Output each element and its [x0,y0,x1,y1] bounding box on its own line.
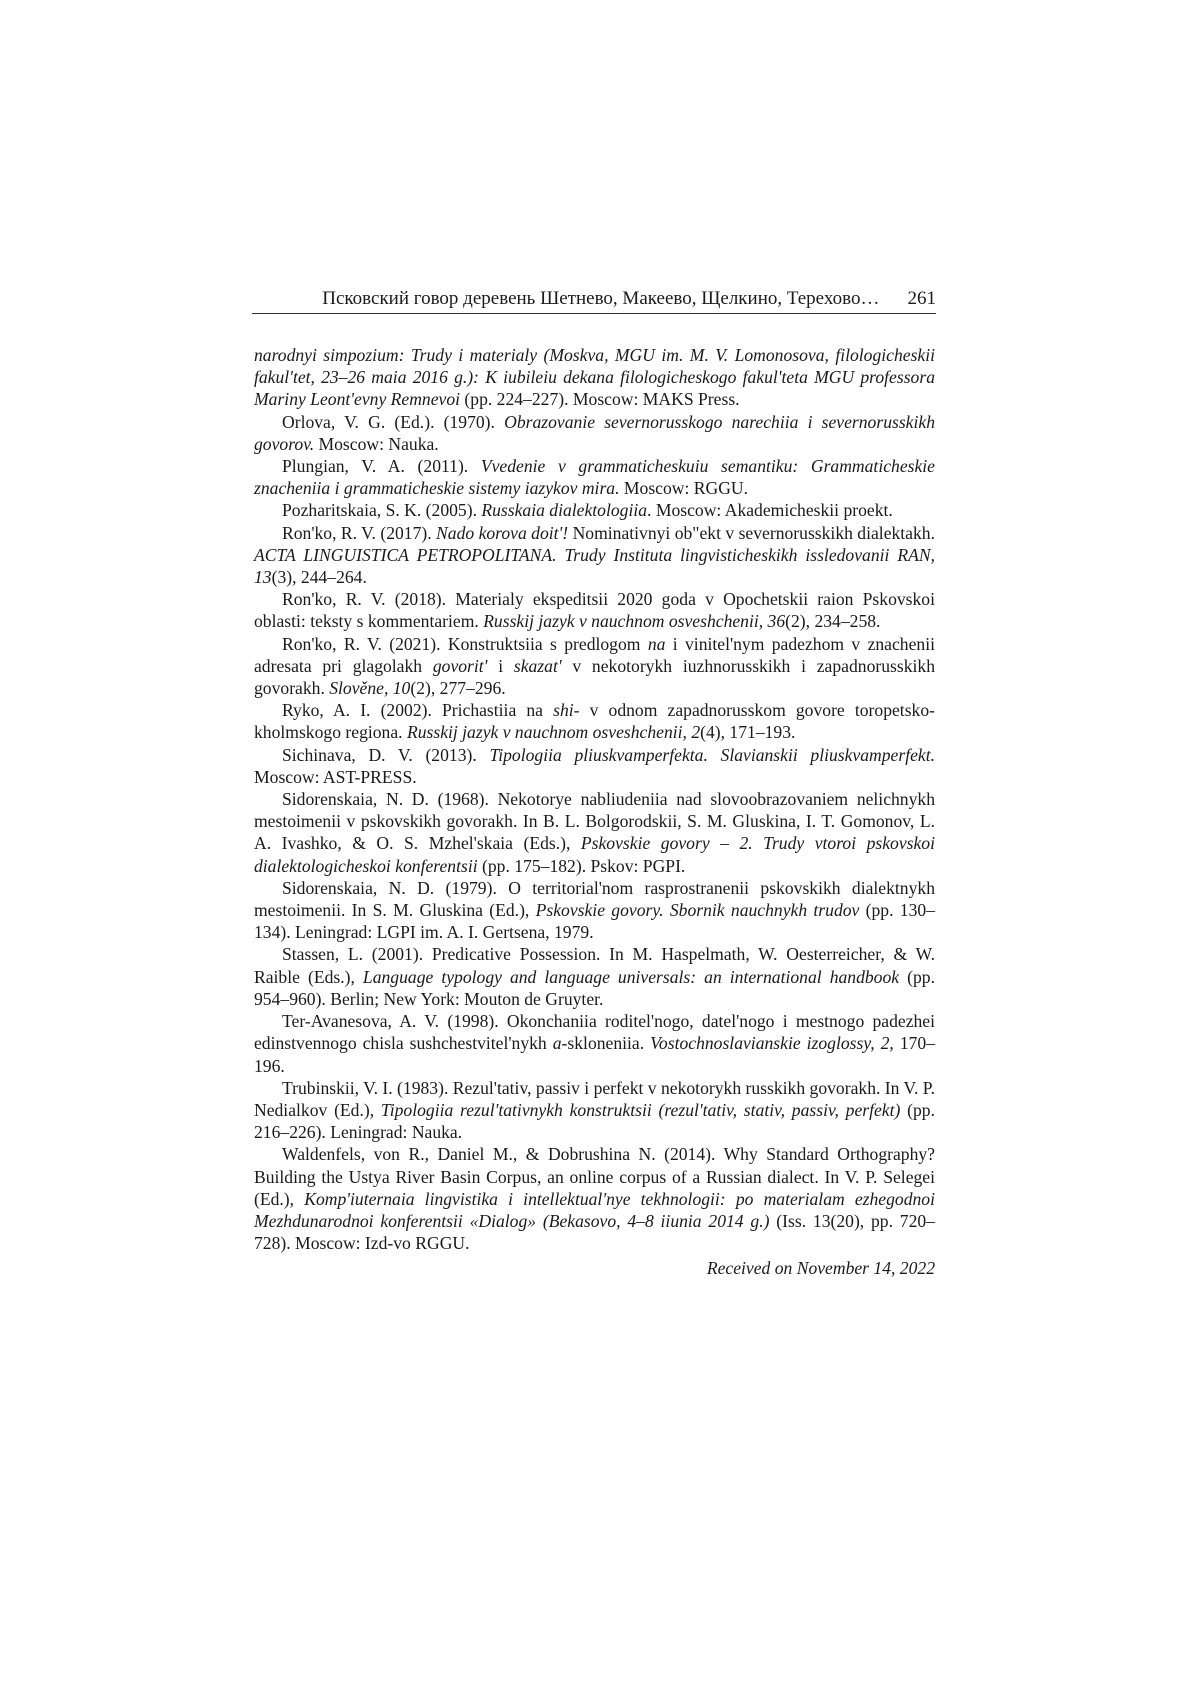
reference-entry [254,943,935,1010]
reference-text: (pp. 954–960). Berlin; New York: Mouton de Gruyter. [254,966,935,1009]
reference-title-italic: Slověne, 10 [329,678,411,699]
reference-title-italic: ACTA LINGUISTICA PETROPOLITANA. Trudy Instituta lingvisticheskikh issledovanii RAN, 13 [254,544,935,588]
reference-title-italic: narodnyi simpozium: Trudy i materialy (Moskva, MGU im. M. V. Lomonosova, filologicheskii fakul'tet, 23–26 maia 2016 g.): K iubileiu dekana filologicheskogo fakul'teta MGU professora Mariny Leont'evny Remnevoi [254,345,935,410]
reference-entry [254,877,935,944]
reference-text: (4), 171–193. [700,722,796,743]
reference-entry [254,344,935,411]
reference-entry [254,499,935,521]
reference-title-italic: Language typology and language universals: an international handbook [362,966,900,987]
reference-text: Orlova, V. G. (Ed.). (1970). [282,411,505,432]
reference-entry [254,788,935,877]
reference-text: (pp. 216–226). Leningrad: Nauka. [254,1099,935,1143]
reference-text: (2), 234–258. [785,611,881,632]
reference-text: Sichinava, D. V. (2013). [282,744,490,765]
reference-title-italic: a [552,1033,562,1054]
reference-entry [254,633,935,700]
reference-text: Moscow: AST-PRESS. [254,766,417,787]
reference-title-italic: govorit' [432,655,488,676]
reference-text: (Iss. 13(20), pp. 720–728). Moscow: Izd-vo RGGU. [254,1210,935,1254]
reference-text: (pp. 130–134). Leningrad: LGPI im. A. I. Gertsena, 1979. [254,900,935,943]
reference-entry [254,522,935,589]
reference-title-italic: Russkij jazyk v nauchnom osveshchenii, 36 [483,611,786,632]
reference-entry [254,455,935,499]
reference-title-italic: skazat' [513,655,562,676]
reference-text: Sidorenskaia, N. D. (1968). Nekotorye nabliudeniia nad slovoobrazovaniem nelichnykh mestoimenii v pskovskikh govorakh. In B. L. Bolgorodskii, S. M. Gluskina, I. T. Gomonov, L. A. Ivashko, & O. S. Mzhel'skaia (Eds.), [254,789,935,854]
reference-title-italic: Russkij jazyk v nauchnom osveshchenii, 2 [406,722,701,743]
reference-text: Ron'ko, R. V. (2021). Konstruktsiia s predlogom [282,633,648,654]
reference-text: (2), 277–296. [410,678,506,699]
header-rule [252,313,936,314]
received-date: Received on November 14, 2022 [706,1258,935,1279]
reference-text: i vinitel'nym padezhom v znachenii adresata pri glagolakh [254,633,935,676]
reference-text: Moscow: RGGU. [619,478,749,499]
reference-entry [254,588,935,632]
reference-title-italic: Tipologiia pliuskvamperfekta. Slavianskii pliuskvamperfekt. [489,744,935,765]
reference-entry [254,1010,935,1077]
reference-text: Trubinskii, V. I. (1983). Rezul'tativ, passiv i perfekt v nekotorykh russkikh govorakh. In V. P. Nedialkov (Ed.), [254,1077,935,1120]
reference-title-italic: Nado korova doit'! [436,522,569,543]
reference-text: Stassen, L. (2001). Predicative Possession. In M. Haspelmath, W. Oesterreicher, & W. Raible (Eds.), [254,944,935,987]
reference-text: (pp. 224–227). Moscow: MAKS Press. [460,389,740,410]
reference-title-italic: Russkaia dialektologiia [481,500,648,521]
reference-entry [254,744,935,788]
reference-text: (pp. 175–182). Pskov: PGPI. [477,855,686,876]
reference-text: v odnom zapadnorusskom govore toropetskokholmskogo regiona. [254,700,935,743]
reference-entry [254,1077,935,1144]
reference-text: Ron'ko, R. V. (2017). [282,522,437,543]
reference-list [254,344,935,1279]
reference-text: Waldenfels, von R., Daniel M., & Dobrushina N. (2014). Why Standard Orthography? Building the Ustya River Basin Corpus, an online corpus of a Russian dialect. In V. P. Selegei (Ed.), [254,1144,935,1209]
reference-title-italic: na [647,633,666,654]
reference-title-italic: Obrazovanie severnorusskogo narechiia i severnorusskikh govorov. [254,411,935,454]
reference-text: . Moscow: Akademicheskii proekt. [647,500,893,521]
running-head [252,287,936,311]
reference-text: (3), 244–264. [271,567,367,588]
reference-text: Ron'ko, R. V. (2018). Materialy ekspeditsii 2020 goda v Opochetskii raion Pskovskoi oblasti: teksty s kommentariem. [254,589,935,632]
reference-title-italic: Pskovskie govory – 2. Trudy vtoroi pskovskoi dialektologicheskoi konferentsii [254,833,935,876]
reference-text: i [487,655,514,676]
reference-text: Sidorenskaia, N. D. (1979). O territorial'nom rasprostranenii pskovskikh dialektnykh mestoimenii. In S. M. Gluskina (Ed.), [254,877,935,921]
reference-entry [254,699,935,743]
reference-text: -skloneniia. [561,1033,651,1054]
page-number: 261 [907,288,936,309]
reference-entries [254,344,935,1254]
reference-entry [254,1143,935,1254]
reference-title-italic: Komp'iuternaia lingvistika i intellektual'nye tekhnologii: po materialam ezhegodnoi Mezhdunarodnoi konferentsii «Dialog» (Bekasovo, 4–8 iiunia 2014 g.) [254,1188,935,1231]
reference-text: Plungian, V. A. (2011). [282,456,481,477]
reference-title-italic: shi- [553,700,580,721]
running-title: Псковский говор деревень Шетнево, Макеево, Щелкино, Терехово… [322,288,880,309]
reference-title-italic: Vostochnoslavianskie izoglossy, 2 [650,1033,890,1054]
reference-text: Moscow: Nauka. [314,433,439,454]
reference-text: Ter-Avanesova, A. V. (1998). Okonchaniia roditel'nogo, datel'nogo i mestnogo padezhei edinstvennogo chisla sushchestvitel'nykh [254,1011,935,1054]
reference-title-italic: Pskovskie govory. Sbornik nauchnykh trudov [535,900,860,921]
reference-entry [254,411,935,455]
reference-text: Ryko, A. I. (2002). Prichastiia na [282,700,554,721]
reference-title-italic: Tipologiia rezul'tativnykh konstruktsii (rezul'tativ, stativ, passiv, perfekt) [380,1099,901,1120]
reference-text: Nominativnyi ob"ekt v severnorusskikh dialektakh. [568,522,935,543]
reference-text: Pozharitskaia, S. K. (2005). [282,500,482,521]
reference-text: , 170–196. [254,1033,935,1076]
reference-title-italic: Vvedenie v grammaticheskuiu semantiku: Grammaticheskie znacheniia i grammaticheskie sistemy iazykov mira. [254,456,935,499]
reference-text: v nekotorykh iuzhnorusskikh i zapadnorusskikh govorakh. [254,655,935,699]
